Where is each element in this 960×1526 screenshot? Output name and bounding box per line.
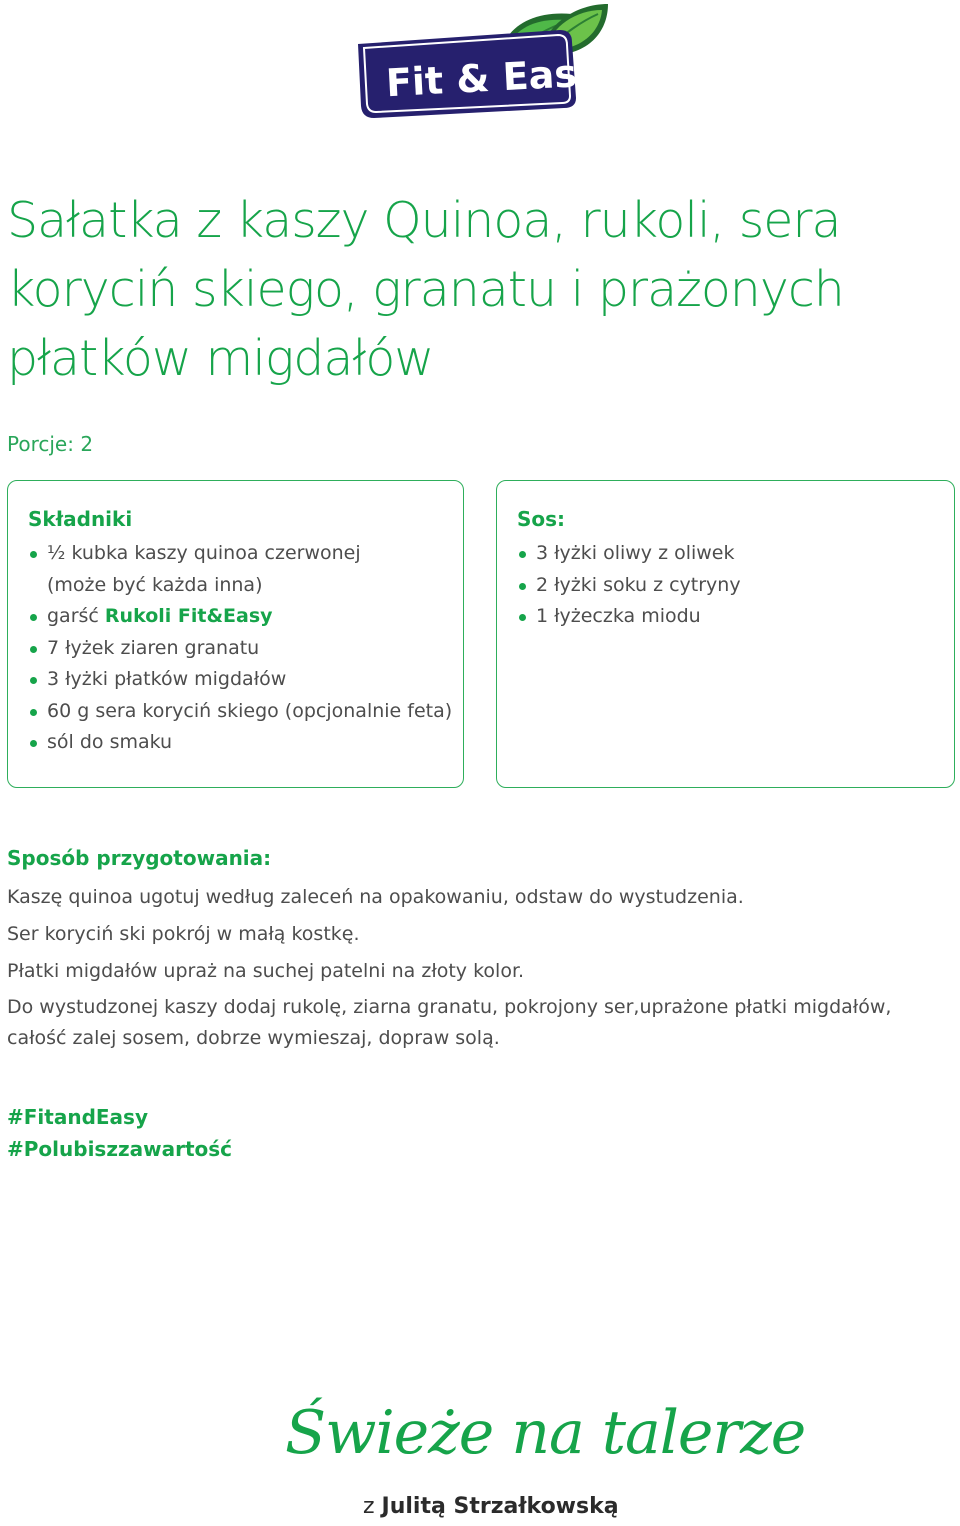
hashtag: #FitandEasy [7,1105,148,1129]
bullet-icon [519,551,526,558]
ingredient-text-continuation: (może być każda inna) [47,573,263,596]
method-step: Płatki migdałów upraż na suchej patelni na złoty kolor. [7,960,525,982]
bullet-icon [30,614,37,621]
bullet-icon [30,709,37,716]
byline-prefix: z [363,1494,382,1519]
ingredient-text: ½ kubka kaszy quinoa czerwonej [47,542,361,564]
ingredient-brand-text: Rukoli Fit&Easy [104,605,273,627]
ingredients-box [7,480,464,788]
sauce-item [517,538,741,570]
bullet-icon [30,646,37,653]
method-step: Ser koryciń ski pokrój w małą kostkę. [7,923,360,945]
sauce-list [517,538,741,633]
bullet-icon [519,583,526,590]
ingredients-heading: Składniki [28,507,133,531]
ingredient-item [28,727,452,759]
bullet-icon [30,677,37,684]
title-line-1: Sałatka z kaszy Quinoa, rukoli, sera [7,192,841,249]
title-line-2: koryciń skiego, granatu i prażonych [7,261,844,318]
author-byline [363,1494,619,1519]
bullet-icon [519,614,526,621]
sauce-item [517,570,741,602]
author-name: Julitą Strzałkowską [381,1494,619,1519]
ingredient-text: 60 g sera koryciń skiego (opcjonalnie feta) [47,699,453,722]
ingredient-item [28,664,452,696]
script-tagline: Świeże na talerze [285,1398,806,1468]
ingredient-text: 7 łyżek ziaren granatu [47,636,260,659]
servings-label: Porcje: 2 [7,432,94,456]
bullet-icon [30,740,37,747]
method-steps [7,881,952,1059]
ingredients-list [28,538,452,759]
logo-text: Fit & Easy [384,50,603,106]
ingredient-item [28,696,452,728]
bullet-icon [30,551,37,558]
hashtags [7,1101,232,1165]
hashtag: #Polubiszzawartość [7,1137,232,1161]
ingredient-text: 3 łyżki płatków migdałów [47,668,287,690]
sauce-item-text: 2 łyżki soku z cytryny [536,573,741,596]
method-step: Do wystudzonej kaszy dodaj rukolę, ziarna granatu, pokrojony ser,uprażone płatki migdałów, całość zalej sosem, dobrze wymieszaj, dopraw solą. [7,996,892,1049]
sauce-item [517,601,741,633]
sauce-box [496,480,955,788]
method-step: Kaszę quinoa ugotuj według zaleceń na opakowaniu, odstaw do wystudzenia. [7,886,744,908]
ingredient-item [28,538,452,601]
brand-logo [350,0,610,122]
method-heading: Sposób przygotowania: [7,846,272,870]
ingredient-text: sól do smaku [47,731,173,753]
sauce-item-text: 1 łyżeczka miodu [536,605,701,627]
sauce-item-text: 3 łyżki oliwy z oliwek [536,542,735,564]
recipe-title [7,186,907,393]
sauce-heading: Sos: [517,507,566,531]
ingredient-text: garść [47,605,105,627]
ingredient-item [28,601,452,633]
ingredient-item [28,633,452,665]
title-line-3: płatków migdałów [7,330,434,387]
